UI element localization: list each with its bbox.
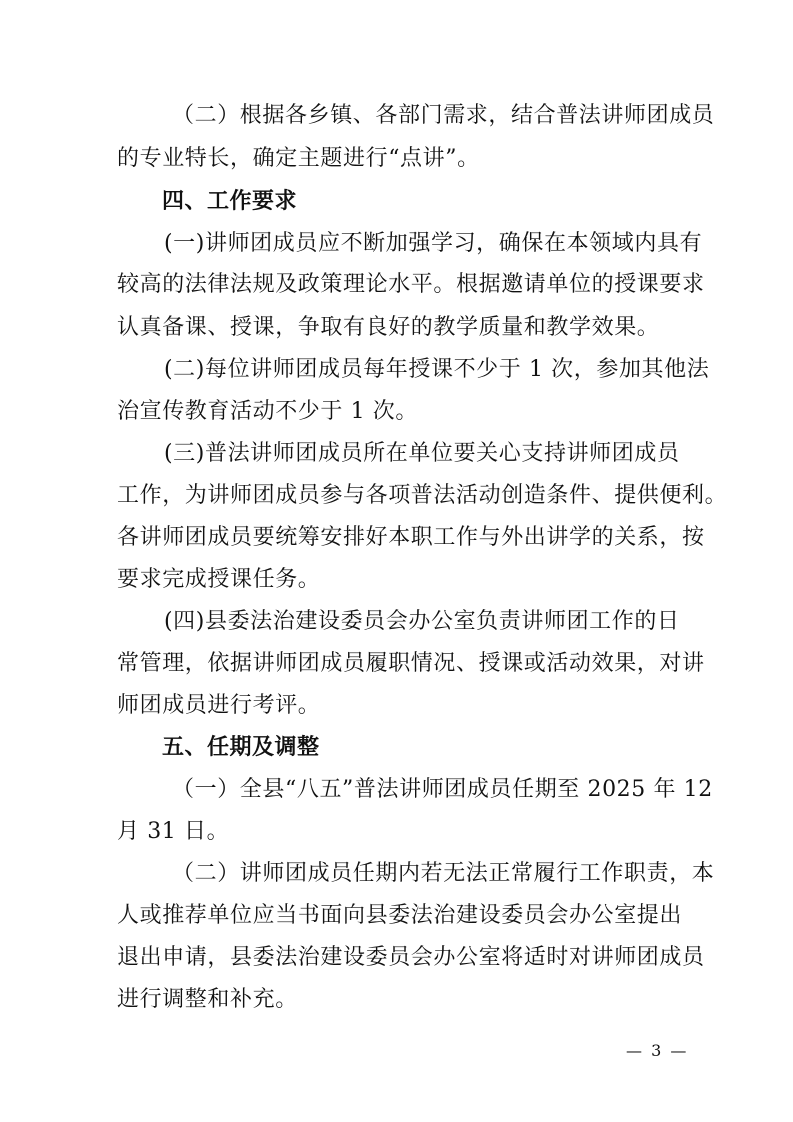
paragraph-line: 认真备课、授课，争取有良好的教学质量和教学效果。 [117, 315, 660, 340]
paragraph-line: 要求完成授课任务。 [117, 567, 321, 592]
paragraph-line: 月 31 日。 [117, 819, 230, 844]
paragraph-line: 各讲师团成员要统筹安排好本职工作与外出讲学的关系，按 [117, 525, 705, 550]
paragraph-line: (二)每位讲师团成员每年授课不少于 1 次，参加其他法 [164, 357, 710, 382]
paragraph-line: (四)县委法治建设委员会办公室负责讲师团工作的日 [164, 609, 680, 634]
paragraph-line: 的专业特长，确定主题进行“点讲”。 [117, 146, 480, 171]
paragraph-line: 师团成员进行考评。 [117, 693, 321, 718]
paragraph-line: (一)讲师团成员应不断加强学习，确保在本领域内具有 [164, 231, 703, 256]
section-heading: 五、任期及调整 [162, 735, 320, 760]
paragraph-line: 进行调整和补充。 [117, 987, 298, 1012]
paragraph-line: （二）讲师团成员任期内若无法正常履行工作职责，本 [172, 861, 715, 886]
paragraph-line: 人或推荐单位应当书面向县委法治建设委员会办公室提出 [117, 903, 683, 928]
paragraph-line: 治宣传教育活动不少于 1 次。 [117, 399, 418, 424]
paragraph-line: 工作，为讲师团成员参与各项普法活动创造条件、提供便利。 [117, 483, 728, 508]
page-number: — 3 — [626, 1041, 689, 1060]
paragraph-line: 较高的法律法规及政策理论水平。根据邀请单位的授课要求 [117, 272, 705, 297]
paragraph-line: 常管理，依据讲师团成员履职情况、授课或活动效果，对讲 [117, 651, 705, 676]
paragraph-line: 退出申请，县委法治建设委员会办公室将适时对讲师团成员 [117, 945, 705, 970]
paragraph-line: （二）根据各乡镇、各部门需求，结合普法讲师团成员 [172, 103, 715, 128]
section-heading: 四、工作要求 [162, 189, 298, 214]
paragraph-line: （一）全县“八五”普法讲师团成员任期至 2025 年 12 [172, 777, 713, 802]
paragraph-line: (三)普法讲师团成员所在单位要关心支持讲师团成员 [164, 441, 680, 466]
